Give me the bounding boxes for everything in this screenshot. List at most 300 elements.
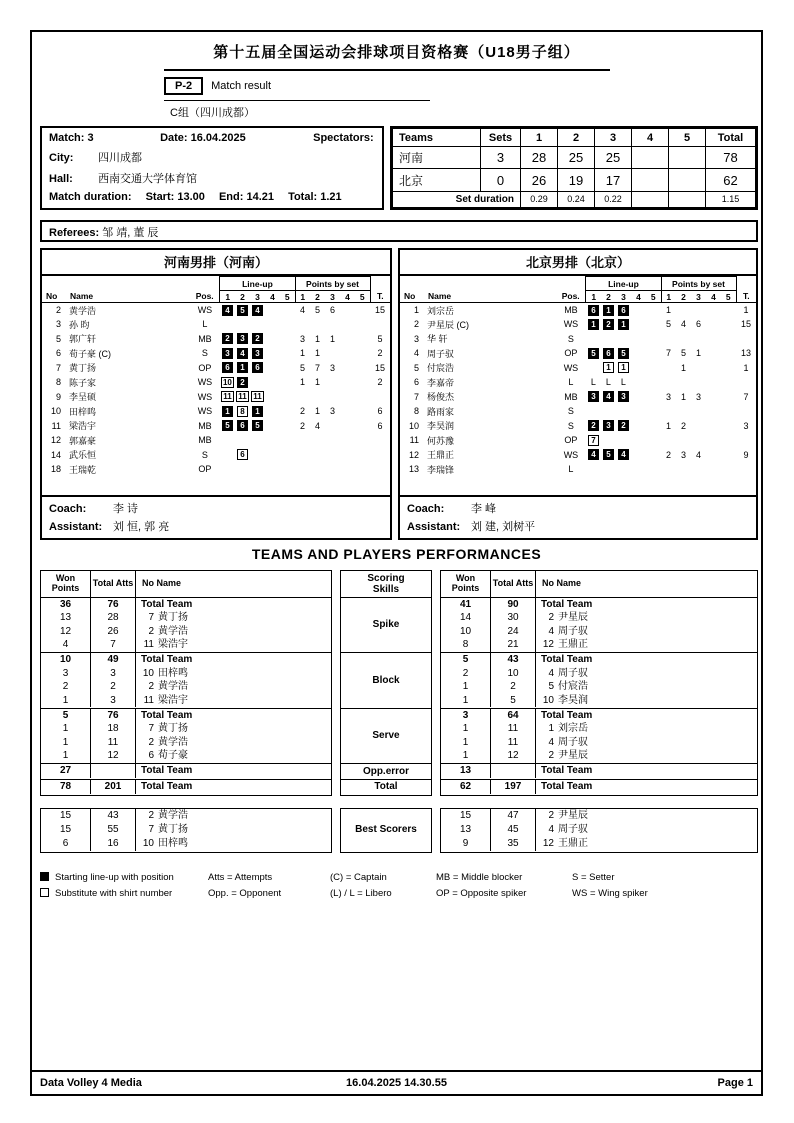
points-cell — [706, 332, 721, 347]
date-value: 16.04.2025 — [190, 132, 246, 144]
points-cell: 1 — [314, 348, 320, 359]
coach-name: 李 峰 — [471, 503, 497, 515]
total-atts-value: 43 — [491, 653, 536, 667]
lineup-cell — [601, 332, 616, 347]
report-name: Match result — [211, 80, 272, 92]
player-row — [400, 448, 756, 463]
points-cell: 5 — [680, 348, 686, 359]
date-label: Date: — [160, 132, 188, 144]
starting-position-mark: 3 — [588, 391, 599, 402]
points-total — [736, 404, 756, 419]
points-cell — [340, 462, 355, 477]
points-cell: 3 — [665, 391, 671, 402]
substitute-mark: 1 — [618, 362, 629, 373]
page-title: 第十五届全国运动会排球项目资格赛（U18男子组） — [213, 44, 580, 61]
player-number: 10 — [408, 420, 419, 431]
player-ref: 5 付宸浩 — [536, 680, 757, 694]
player-ref-number: 4 — [548, 667, 554, 679]
performance-row — [441, 667, 757, 681]
end-value: 14.21 — [246, 191, 274, 203]
total-points-header: T. — [736, 291, 756, 303]
points-total: 1 — [743, 362, 749, 373]
points-cell — [355, 448, 370, 463]
total-atts-value — [491, 764, 536, 778]
lineup-cell — [220, 433, 235, 448]
points-cell — [706, 303, 721, 318]
lineup-cell — [631, 462, 646, 477]
player-name: 杨俊杰 — [427, 392, 455, 403]
total-atts-value: 3 — [91, 694, 136, 708]
away-team-panel — [398, 248, 758, 540]
player-ref-number: 2 — [148, 809, 154, 821]
page-footer — [32, 1070, 761, 1094]
points-cell — [355, 332, 370, 347]
points-cell — [691, 361, 706, 376]
points-cell — [355, 419, 370, 434]
lineup-cell — [220, 404, 235, 419]
report-code-badge: P-2 — [164, 77, 203, 95]
points-cell — [325, 419, 340, 434]
player-position: WS — [563, 319, 579, 330]
lineup-header: Line-up — [586, 277, 661, 291]
player-row — [400, 419, 756, 434]
lineup-cell — [601, 433, 616, 448]
player-ref-number: 4 — [548, 736, 554, 748]
points-cell: 4 — [680, 319, 686, 330]
player-ref: 7 黄丁扬 — [136, 611, 331, 625]
lineup-cell — [235, 404, 250, 419]
player-position: WS — [197, 391, 213, 402]
total-atts-header: Total Atts — [91, 571, 136, 597]
points-cell — [721, 404, 736, 419]
lineup-cell — [220, 419, 235, 434]
points-cell — [325, 462, 340, 477]
lineup-cell — [280, 433, 295, 448]
player-position: WS — [197, 406, 213, 417]
total-atts-value: 11 — [491, 736, 536, 750]
set-duration-3: 0.22 — [595, 191, 632, 207]
total-atts-value: 47 — [491, 809, 536, 823]
won-points-value: 1 — [441, 749, 491, 763]
points-cell — [325, 375, 340, 390]
report-code-row — [164, 77, 271, 95]
lineup-cell — [250, 317, 265, 332]
lineup-cell — [250, 404, 265, 419]
points-cell — [676, 332, 691, 347]
lineup-cell — [646, 390, 661, 405]
points-cell — [691, 404, 706, 419]
points-cell: 4 — [299, 305, 305, 315]
total-atts-value: 64 — [491, 709, 536, 723]
player-ref: 11 梁浩宇 — [136, 694, 331, 708]
teams-header: Teams — [393, 129, 481, 147]
player-number: 6 — [55, 348, 61, 359]
player-number: 8 — [413, 406, 419, 417]
points-total: 3 — [743, 420, 749, 431]
player-name: 尹星辰 (C) — [427, 319, 469, 330]
total-atts-value: 11 — [91, 736, 136, 750]
points-total — [370, 448, 390, 463]
lineup-cell — [280, 404, 295, 419]
open-square-icon — [40, 888, 49, 897]
points-cell: 4 — [314, 420, 320, 431]
player-ref-number: 10 — [142, 667, 154, 679]
total-atts-value: 7 — [91, 638, 136, 652]
won-points-value: 1 — [441, 694, 491, 708]
lineup-cell — [616, 317, 631, 332]
lineup-cell — [601, 346, 616, 361]
points-cell: 3 — [680, 449, 686, 460]
points-cell — [721, 448, 736, 463]
won-points-header: Won Points — [41, 571, 91, 597]
player-ref-number: 7 — [148, 723, 154, 734]
points-cell — [355, 433, 370, 448]
lineup-cell — [220, 317, 235, 332]
points-cell — [721, 361, 736, 376]
points-cell: 1 — [314, 406, 320, 417]
total-atts-value: 90 — [491, 598, 536, 612]
lineup-cell: L — [605, 377, 611, 388]
lineup-cell — [646, 433, 661, 448]
player-number: 5 — [55, 333, 61, 344]
lineup-cell — [601, 404, 616, 419]
player-name: 郭广轩 — [69, 334, 97, 345]
total-atts-header: Total Atts — [491, 571, 536, 597]
legend-substitute: Substitute with shirt number — [40, 888, 208, 899]
player-ref: 10 田梓鸣 — [142, 667, 188, 679]
total-points-header: T. — [370, 291, 390, 303]
sets-won: 3 — [481, 147, 521, 169]
points-cell — [706, 419, 721, 434]
points-by-set-header: Points by set — [661, 277, 736, 291]
lineup-cell — [265, 390, 280, 405]
best-scorers-label: Best Scorers — [340, 808, 432, 853]
player-ref: Total Team — [541, 709, 593, 721]
points-cell — [691, 419, 706, 434]
starting-position-mark: 3 — [603, 420, 614, 431]
total-atts-value: 5 — [491, 694, 536, 708]
player-ref-number: 1 — [548, 723, 554, 734]
player-ref: Total Team — [141, 598, 193, 610]
player-position: OP — [564, 348, 578, 359]
points-cell: 3 — [329, 362, 335, 373]
player-ref: Total Team — [141, 765, 193, 776]
lineup-cell — [235, 390, 250, 405]
total-atts-value: 18 — [91, 722, 136, 736]
set4-header: 4 — [632, 129, 669, 147]
performance-row — [41, 667, 331, 681]
lineup-cell — [235, 332, 250, 347]
lineup-cell — [586, 462, 601, 477]
referees-bar — [40, 220, 758, 242]
player-row — [42, 404, 390, 419]
away-team-title: 北京男排（北京） — [400, 250, 756, 276]
points-cell — [676, 433, 691, 448]
points-cell: 1 — [665, 420, 671, 431]
set-points-cell — [669, 147, 706, 169]
player-ref: 2 尹星辰 — [536, 611, 757, 625]
performance-row — [441, 598, 757, 612]
won-points-value: 3 — [41, 667, 91, 681]
points-total — [370, 390, 390, 405]
set1-header: 1 — [521, 129, 558, 147]
score-summary-table — [392, 128, 756, 208]
coach-label: Coach: — [49, 503, 87, 515]
performance-row — [41, 749, 331, 763]
coach-name: 李 诗 — [113, 503, 139, 515]
lineup-cell — [265, 361, 280, 376]
player-number: 8 — [55, 377, 61, 388]
player-name: 王鼎正 — [427, 450, 455, 461]
lineup-cell — [280, 361, 295, 376]
lineup-cell — [586, 390, 601, 405]
lineup-cell — [220, 346, 235, 361]
player-position: OP — [198, 464, 212, 475]
player-number: 3 — [413, 333, 419, 344]
player-name: 荀子豪 (C) — [69, 348, 111, 359]
points-cell — [691, 332, 706, 347]
points-cell: 7 — [314, 362, 320, 373]
player-ref: Total Team — [541, 765, 593, 776]
player-ref: 7 黄丁扬 — [136, 823, 331, 837]
lineup-cell — [631, 375, 646, 390]
player-position: S — [567, 333, 574, 344]
scoring-skills-column — [340, 570, 432, 853]
player-name: 武乐恒 — [69, 450, 97, 461]
points-cell — [691, 433, 706, 448]
lineup-cell — [616, 419, 631, 434]
player-position: L — [568, 377, 574, 388]
performance-row — [441, 611, 757, 625]
set-points-cell — [632, 169, 669, 191]
lineup-cell — [280, 419, 295, 434]
points-cell — [325, 390, 340, 405]
player-ref: 4 周子驭 — [536, 625, 757, 639]
points-cell: 7 — [665, 348, 671, 359]
lineup-cell — [631, 317, 646, 332]
lineup-cell — [280, 375, 295, 390]
no-header: No — [42, 291, 66, 303]
player-number: 9 — [55, 391, 61, 402]
won-points-value: 1 — [41, 722, 91, 736]
total-atts-value: 2 — [91, 680, 136, 694]
substitute-mark: 10 — [222, 377, 232, 387]
legend-mb: MB = Middle blocker — [436, 872, 523, 883]
points-total: 9 — [743, 449, 749, 460]
points-cell — [706, 433, 721, 448]
lineup-cell — [631, 346, 646, 361]
lineup-cell — [265, 332, 280, 347]
legend-setter: S = Setter — [572, 872, 615, 883]
legend — [40, 872, 648, 899]
player-position: L — [568, 464, 574, 475]
player-number: 7 — [413, 391, 419, 402]
lineup-cell — [235, 346, 250, 361]
player-row — [42, 390, 390, 405]
player-position: S — [201, 449, 208, 460]
points-total — [370, 317, 390, 332]
points-cell — [325, 317, 340, 332]
match-info-box — [40, 126, 384, 210]
away-performance-table — [440, 570, 758, 853]
points-cell: 1 — [665, 305, 671, 315]
points-cell — [340, 375, 355, 390]
assistant-label: Assistant: — [407, 521, 461, 533]
lineup-cell — [280, 317, 295, 332]
won-points-value: 27 — [41, 764, 91, 778]
score-summary-box — [390, 126, 758, 210]
points-cell — [295, 433, 310, 448]
won-points-value: 10 — [41, 653, 91, 667]
set-points-cell: 26 — [521, 169, 558, 191]
lineup-cell — [250, 448, 265, 463]
score-row — [393, 147, 756, 169]
won-points-value: 3 — [441, 709, 491, 723]
points-cell — [340, 303, 355, 318]
player-position: WS — [563, 449, 579, 460]
points-cell: 1 — [680, 362, 686, 373]
player-ref: 7 黄丁扬 — [136, 722, 331, 736]
points-cell — [340, 346, 355, 361]
set3-header: 3 — [595, 129, 632, 147]
lineup-cell — [250, 462, 265, 477]
lineup-cell — [250, 361, 265, 376]
points-total: 6 — [377, 406, 383, 417]
lineup-cell — [646, 361, 661, 376]
lineup-cell — [646, 332, 661, 347]
player-ref: 10 李昊润 — [542, 694, 588, 706]
total-points-cell: 78 — [706, 147, 756, 169]
lineup-cell — [235, 433, 250, 448]
performances-title: TEAMS AND PLAYERS PERFORMANCES — [251, 546, 542, 562]
player-ref-number: 2 — [148, 625, 154, 637]
lineup-cell — [250, 390, 265, 405]
points-cell — [721, 346, 736, 361]
player-position: WS — [197, 305, 213, 315]
hall-label: Hall: — [49, 173, 73, 185]
starting-position-mark: 5 — [603, 449, 614, 460]
lineup-cell — [601, 419, 616, 434]
total-atts-value: 45 — [491, 823, 536, 837]
player-ref: 2 黄学浩 — [136, 680, 331, 694]
lineup-cell — [220, 332, 235, 347]
starting-position-mark: 6 — [222, 362, 233, 373]
starting-position-mark: 5 — [618, 348, 629, 359]
points-cell — [676, 462, 691, 477]
lineup-cell — [280, 448, 295, 463]
lineup-cell — [616, 448, 631, 463]
player-ref-number: 7 — [148, 823, 154, 835]
set-duration-row — [393, 191, 756, 207]
points-cell — [355, 375, 370, 390]
total-atts-value: 21 — [491, 638, 536, 652]
assistant-label: Assistant: — [49, 521, 103, 533]
substitute-mark: 11 — [253, 392, 262, 402]
player-position: S — [567, 420, 574, 431]
player-name: 路雨家 — [427, 406, 455, 417]
substitute-mark: 1 — [603, 362, 614, 373]
lineup-cell — [235, 375, 250, 390]
performance-row — [441, 837, 757, 851]
won-points-header: Won Points — [441, 571, 491, 597]
total-atts-value: 16 — [91, 837, 136, 851]
lineup-cell — [265, 419, 280, 434]
points-cell — [661, 375, 676, 390]
points-cell — [295, 390, 310, 405]
points-cell — [706, 448, 721, 463]
duration-label: Match duration: — [49, 191, 132, 203]
points-cell — [706, 462, 721, 477]
player-position: MB — [564, 391, 578, 402]
total-atts-value: 3 — [91, 667, 136, 681]
points-cell — [706, 390, 721, 405]
lineup-cell — [631, 332, 646, 347]
total-atts-value: 10 — [491, 667, 536, 681]
won-points-value: 41 — [441, 598, 491, 612]
no-name-header: No Name — [542, 578, 582, 589]
player-ref: Total Team — [541, 598, 593, 610]
player-ref: Total Team — [141, 709, 193, 721]
player-ref: 2 黄学浩 — [136, 736, 331, 750]
no-header: No — [400, 291, 424, 303]
lineup-cell — [631, 404, 646, 419]
won-points-value: 1 — [441, 736, 491, 750]
player-row — [42, 361, 390, 376]
points-cell — [661, 462, 676, 477]
player-name: 郭嘉豪 — [69, 435, 97, 446]
lineup-cell — [601, 303, 616, 318]
starting-position-mark: 1 — [588, 319, 599, 330]
player-ref: 10 田梓鸣 — [142, 837, 188, 849]
starting-position-mark: 4 — [603, 391, 614, 402]
player-row — [400, 375, 756, 390]
player-ref-number: 10 — [542, 694, 554, 706]
starting-position-mark: 2 — [252, 333, 263, 344]
player-ref: Total Team — [541, 780, 593, 792]
player-ref: Total Team — [141, 654, 193, 665]
player-name: 梁浩宇 — [69, 421, 97, 432]
points-cell — [340, 448, 355, 463]
set-duration-5 — [669, 191, 706, 207]
lineup-cell — [646, 404, 661, 419]
starting-position-mark: 4 — [237, 348, 248, 359]
home-performance-header — [40, 570, 332, 598]
player-row — [42, 346, 390, 361]
player-number: 2 — [55, 305, 61, 315]
player-row — [400, 332, 756, 347]
player-ref-number: 11 — [143, 639, 154, 650]
points-cell — [691, 462, 706, 477]
points-cell — [355, 361, 370, 376]
performance-row — [41, 611, 331, 625]
starting-position-mark: 1 — [603, 305, 614, 316]
name-header: Name — [424, 291, 556, 303]
won-points-value: 5 — [441, 653, 491, 667]
won-points-value: 15 — [41, 809, 91, 823]
performance-row — [41, 638, 331, 652]
won-points-value: 78 — [41, 780, 91, 794]
player-ref-number: 6 — [148, 750, 154, 761]
points-total: 6 — [377, 420, 383, 431]
player-ref: 2 黄学浩 — [136, 809, 331, 823]
lineup-cell — [616, 346, 631, 361]
points-total: 15 — [740, 319, 751, 330]
points-total — [736, 433, 756, 448]
performance-row — [441, 694, 757, 708]
points-cell — [676, 375, 691, 390]
starting-position-mark: 4 — [252, 305, 263, 316]
points-cell: 1 — [314, 333, 320, 344]
